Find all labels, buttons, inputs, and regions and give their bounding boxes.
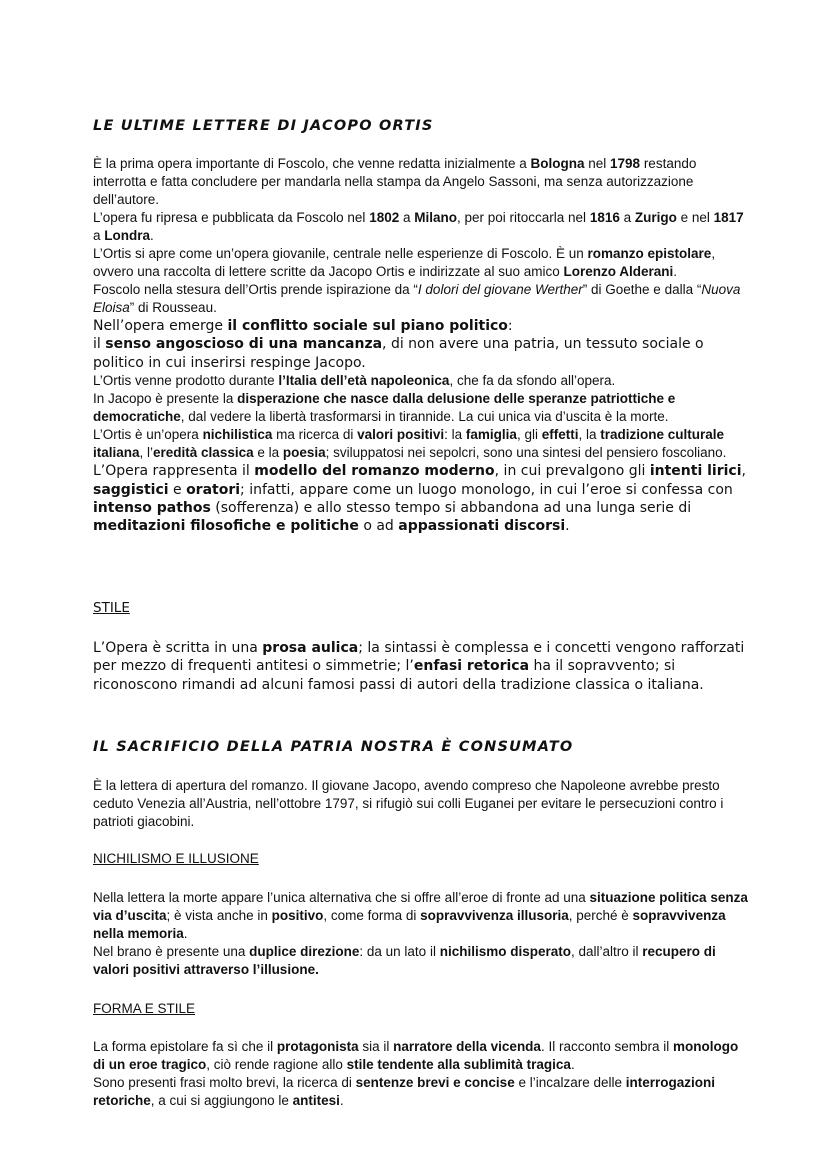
text-run: L’Ortis si apre come un’opera giovanile, centrale nelle esperienze di Foscolo. È un bbox=[93, 246, 588, 261]
section-body-sacrificio bbox=[93, 777, 753, 831]
text-run: ha il sopravvento; si riconoscono rimandi ad alcuni famosi passi di autori della tradizione classica o italiana. bbox=[93, 658, 704, 693]
text-run: L’opera fu ripresa e pubblicata da Foscolo nel bbox=[93, 210, 370, 225]
text-run: , in cui prevalgono gli bbox=[494, 463, 650, 480]
text-run: È la prima opera importante di Foscolo, che venne redatta inizialmente a bbox=[93, 156, 531, 171]
bold-text: modello del romanzo moderno bbox=[254, 463, 495, 480]
text-run: È la lettera di apertura del romanzo. Il giovane Jacopo, avendo compreso che Napoleone avrebbe presto ceduto Venezia all’Austria, nell’ottobre 1797, si rifugiò sui colli Euganei per evitare le persecuzioni contro i patrioti giacobini. bbox=[93, 778, 724, 829]
paragraph bbox=[93, 335, 753, 372]
text-run: ma ricerca di bbox=[272, 427, 358, 443]
text-run: ” di Rousseau. bbox=[129, 300, 217, 315]
section-title-jacopo-ortis: LE ULTIME LETTERE DI JACOPO ORTIS bbox=[93, 118, 434, 134]
text-run: e la bbox=[253, 445, 283, 461]
section-body-jacopo-ortis bbox=[93, 155, 753, 536]
text-run: , perché è bbox=[568, 908, 633, 923]
bold-text: romanzo epistolare bbox=[587, 246, 712, 261]
subsection-title-nichilismo: NICHILISMO E ILLUSIONE bbox=[93, 851, 259, 866]
paragraph bbox=[93, 889, 753, 943]
paragraph bbox=[93, 317, 753, 335]
bold-text: Zurigo bbox=[634, 210, 677, 225]
text-run: . Il racconto sembra il bbox=[540, 1039, 673, 1054]
bold-text: senso angoscioso di una mancanza bbox=[105, 336, 383, 353]
text-run: . bbox=[183, 926, 188, 941]
text-run: : da un lato il bbox=[359, 944, 440, 959]
bold-text: 1798 bbox=[610, 156, 641, 171]
text-run: nel bbox=[584, 156, 611, 171]
bold-text: situazione politica senza via d’uscita bbox=[93, 890, 748, 923]
bold-text: sopravvivenza nella memoria bbox=[93, 908, 726, 941]
paragraph bbox=[93, 462, 753, 536]
text-run: il bbox=[93, 336, 106, 353]
bold-text: Bologna bbox=[530, 156, 585, 171]
text-run: La forma epistolare fa sì che il bbox=[93, 1039, 277, 1054]
bold-text: positivo bbox=[271, 908, 324, 923]
bold-text: recupero di valori positivi attraverso l’illusione. bbox=[93, 944, 716, 977]
bold-text: interrogazioni retoriche bbox=[93, 1075, 716, 1108]
section-title-sacrificio: IL SACRIFICIO DELLA PATRIA NOSTRA È CONSUMATO bbox=[93, 739, 574, 755]
subsection-title-forma-stile: FORMA E STILE bbox=[93, 1001, 196, 1016]
text-run: L’Opera rappresenta il bbox=[93, 463, 255, 480]
text-run: L’Ortis è un’opera bbox=[93, 427, 203, 443]
bold-text: stile tendente alla sublimità tragica bbox=[346, 1057, 571, 1072]
text-run: o ad bbox=[358, 518, 399, 535]
bold-text: intenti lirici bbox=[649, 463, 742, 480]
italic-text: Nuova Eloisa bbox=[93, 282, 741, 315]
bold-text: Lorenzo Alderani bbox=[563, 264, 674, 279]
italic-text: I dolori del giovane Werther bbox=[417, 282, 583, 297]
text-run: In Jacopo è presente la bbox=[93, 391, 238, 407]
text-run: : la bbox=[444, 427, 466, 443]
bold-text: sentenze brevi e concise bbox=[355, 1075, 515, 1090]
text-run: L’Ortis venne prodotto durante bbox=[93, 373, 279, 389]
subsection-body-stile bbox=[93, 639, 753, 694]
bold-text: 1817 bbox=[713, 210, 744, 225]
text-run: , ovvero una raccolta di lettere scritte da Jacopo Ortis e indirizzate al suo amico bbox=[93, 246, 716, 279]
bold-text: sopravvivenza illusoria bbox=[420, 908, 569, 923]
text-run: : bbox=[507, 318, 513, 334]
bold-text: duplice direzione bbox=[249, 944, 360, 959]
paragraph bbox=[93, 155, 753, 209]
paragraph bbox=[93, 281, 753, 317]
bold-text: monologo di un eroe tragico bbox=[93, 1039, 739, 1072]
bold-text: narratore della vicenda bbox=[393, 1039, 541, 1054]
text-run: sia il bbox=[358, 1039, 394, 1054]
bold-text: Londra bbox=[104, 228, 151, 243]
text-run: ; infatti, appare come un luogo monologo, in cui l’eroe si confessa con bbox=[240, 481, 733, 498]
paragraph bbox=[93, 245, 753, 281]
paragraph bbox=[93, 943, 753, 979]
bold-text: appassionati discorsi bbox=[398, 518, 566, 535]
bold-text: meditazioni filosofiche e politiche bbox=[93, 518, 359, 535]
text-run: Nel brano è presente una bbox=[93, 944, 250, 959]
text-run: , dall’altro il bbox=[570, 944, 643, 959]
text-run: , a cui si aggiungono le bbox=[150, 1093, 293, 1108]
bold-text: saggistici bbox=[93, 481, 169, 498]
bold-text: tradizione culturale italiana bbox=[93, 427, 724, 461]
bold-text: l’Italia dell’età napoleonica bbox=[278, 373, 450, 389]
text-run: restando interrotta e fatta concludere per mandarla nella stampa da Angelo Sassoni, ma senza autorizzazione dell’autore. bbox=[93, 156, 697, 207]
text-run: (sofferenza) e allo stesso tempo si abbandona ad una lunga serie di bbox=[210, 500, 692, 517]
bold-text: intenso pathos bbox=[93, 500, 211, 517]
bold-text: protagonista bbox=[276, 1039, 359, 1054]
bold-text: oratori bbox=[186, 481, 241, 498]
text-run: Nell’opera emerge bbox=[93, 318, 228, 334]
bold-text: enfasi retorica bbox=[413, 658, 530, 675]
text-run: ; è vista anche in bbox=[166, 908, 272, 923]
text-run: . bbox=[565, 518, 570, 535]
text-run: . bbox=[570, 1057, 575, 1072]
paragraph bbox=[93, 1038, 753, 1074]
bold-text: poesia bbox=[282, 445, 326, 461]
text-run: , l’ bbox=[139, 445, 154, 461]
text-run: a bbox=[619, 210, 635, 225]
subsection-body-forma-stile bbox=[93, 1038, 753, 1110]
text-run: e nel bbox=[676, 210, 714, 225]
text-run: Sono presenti frasi molto brevi, la ricerca di bbox=[93, 1075, 356, 1090]
text-run: e l’incalzare delle bbox=[514, 1075, 626, 1090]
text-run: , ciò rende ragione allo bbox=[206, 1057, 347, 1072]
bold-text: nichilistica bbox=[202, 427, 273, 443]
text-run: , per poi ritoccarla nel bbox=[457, 210, 590, 225]
bold-text: 1802 bbox=[369, 210, 400, 225]
text-run: a bbox=[93, 228, 105, 243]
text-run: . bbox=[150, 228, 154, 243]
text-run: , di non avere una patria, un tessuto sociale o politico in cui inserirsi respinge Jacopo. bbox=[93, 336, 704, 371]
paragraph bbox=[93, 1074, 753, 1110]
text-run: L’Opera è scritta in una bbox=[93, 640, 263, 656]
paragraph bbox=[93, 209, 753, 245]
bold-text: Milano bbox=[414, 210, 457, 225]
text-run: , la bbox=[578, 427, 601, 443]
bold-text: disperazione che nasce dalla delusione delle speranze patriottiche e democratiche bbox=[93, 391, 676, 425]
bold-text: 1816 bbox=[589, 210, 620, 225]
bold-text: effetti bbox=[541, 427, 579, 443]
bold-text: nichilismo disperato bbox=[439, 944, 571, 959]
bold-text: il conflitto sociale sul piano politico bbox=[227, 318, 508, 334]
text-run: . bbox=[673, 264, 678, 279]
paragraph bbox=[93, 372, 753, 390]
text-run: , come forma di bbox=[323, 908, 421, 923]
text-run: ; sviluppatosi nei sepolcri, sono una sintesi del pensiero foscoliano. bbox=[325, 445, 727, 461]
text-run: ; la sintassi è complessa e i concetti vengono rafforzati per mezzo di frequenti antitesi o simmetrie; l’ bbox=[93, 640, 745, 675]
paragraph bbox=[93, 639, 753, 694]
bold-text: prosa aulica bbox=[262, 640, 359, 656]
text-run: a bbox=[399, 210, 415, 225]
bold-text: eredità classica bbox=[153, 445, 254, 461]
paragraph bbox=[93, 777, 753, 831]
subsection-title-stile: STILE bbox=[93, 600, 130, 616]
text-run: , dal vedere la libertà trasformarsi in tirannide. La cui unica via d’uscita è la morte. bbox=[180, 409, 669, 425]
text-run: e bbox=[168, 481, 187, 498]
text-run: Foscolo nella stesura dell’Ortis prende ispirazione da “ bbox=[93, 282, 418, 297]
text-run: ” di Goethe e dalla “ bbox=[582, 282, 702, 297]
text-run: . bbox=[339, 1093, 344, 1108]
subsection-body-nichilismo bbox=[93, 889, 753, 979]
bold-text: famiglia bbox=[465, 427, 517, 443]
paragraph bbox=[93, 426, 753, 462]
text-run: , gli bbox=[516, 427, 542, 443]
bold-text: valori positivi bbox=[357, 427, 445, 443]
text-run: Nella lettera la morte appare l’unica alternativa che si offre all’eroe di fronte ad una bbox=[93, 890, 590, 905]
text-run: , che fa da sfondo all’opera. bbox=[449, 373, 616, 389]
paragraph bbox=[93, 390, 753, 426]
bold-text: antitesi bbox=[292, 1093, 340, 1108]
text-run: , bbox=[741, 463, 746, 480]
